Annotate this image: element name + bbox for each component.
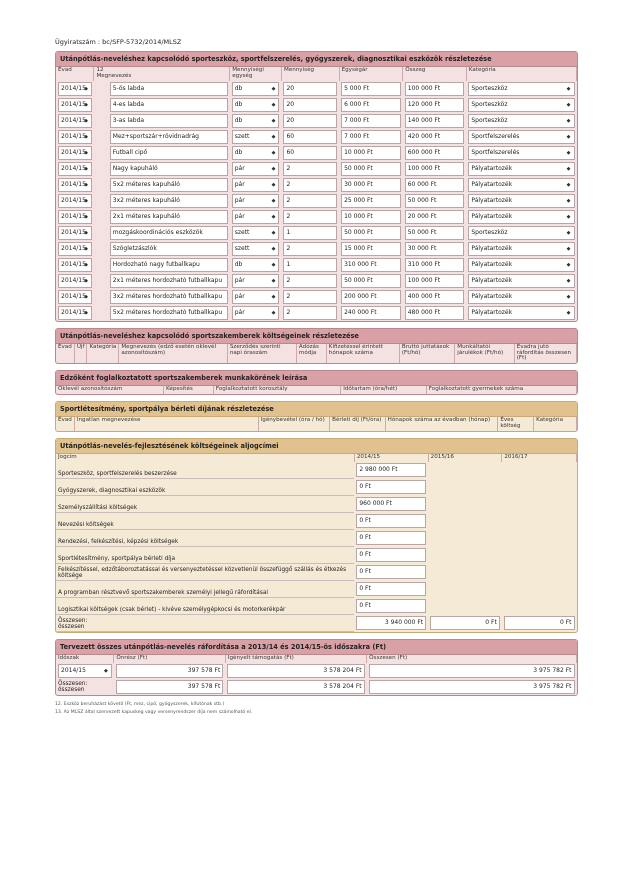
item-name-field[interactable]: 4-es labda — [110, 98, 228, 112]
equipment-row — [56, 177, 577, 193]
category-select[interactable]: Pályatartozék ◆ — [468, 306, 574, 320]
budget-col-2016: 2016/17 — [502, 454, 577, 462]
unit-price-field[interactable]: 5 000 Ft — [341, 82, 401, 96]
budget-empty-cell — [428, 529, 502, 546]
budget-empty-cell — [502, 512, 577, 529]
tasks-col-qualification: Képesítés — [164, 386, 214, 394]
item-name-field[interactable]: 3x2 méteres hordozható futballkapu — [110, 290, 228, 304]
category-select[interactable]: Sporteszköz ◆ — [468, 226, 574, 240]
facility-rent-title: Sportlétesítmény, sportpálya bérleti díjának részletezése — [56, 402, 577, 417]
equipment-table — [56, 67, 577, 321]
season-select[interactable]: 2014/15 ◆ — [58, 306, 92, 320]
budget-total-2016: 0 Ft — [504, 616, 575, 630]
quantity-field[interactable]: 1 — [283, 226, 337, 240]
staff-costs-title: Utánpótlás-neveléshez kapcsolódó sportszakemberek költségeinek részletezése — [56, 329, 577, 344]
quantity-field[interactable]: 2 — [283, 162, 337, 176]
unit-price-field[interactable]: 25 000 Ft — [341, 194, 401, 208]
rent-col-season: Évad — [56, 417, 74, 431]
quantity-field[interactable]: 1 — [283, 258, 337, 272]
season-select[interactable]: 2014/15 ◆ — [58, 242, 92, 256]
equipment-row — [56, 209, 577, 225]
category-select[interactable]: Pályatartozék ◆ — [468, 290, 574, 304]
unit-select[interactable]: szett ◆ — [232, 226, 280, 240]
quantity-field[interactable]: 2 — [283, 194, 337, 208]
unit-price-field[interactable]: 15 000 Ft — [341, 242, 401, 256]
budget-empty-cell — [428, 563, 502, 580]
col-quantity: Mennyiség — [281, 67, 339, 81]
amount-value: 600 000 Ft — [405, 146, 465, 160]
budget-value-2014: 0 Ft — [356, 548, 426, 562]
budget-row-label: Felkészítéssel, edzőtáboroztatással és versenyeztetéssel közvetlenül összefüggő szállás és étkezés költsége — [56, 563, 354, 580]
budget-empty-cell — [502, 580, 577, 597]
budget-row-label: Sporteszköz, sportfelszerelés beszerzése — [56, 462, 354, 479]
amount-value: 30 000 Ft — [405, 242, 465, 256]
equipment-row — [56, 193, 577, 209]
planned-section — [55, 639, 578, 696]
category-select[interactable]: Pályatartozék ◆ — [468, 274, 574, 288]
equipment-row — [56, 113, 577, 129]
amount-value: 50 000 Ft — [405, 194, 465, 208]
season-select[interactable]: 2014/15 ◆ — [58, 178, 92, 192]
planned-total-label: Összesen: összesen — [58, 680, 88, 693]
planned-period-select[interactable]: 2014/15 ◆ — [58, 664, 112, 678]
category-select[interactable]: Pályatartozék ◆ — [468, 194, 574, 208]
budget-col-2015: 2015/16 — [428, 454, 502, 462]
footnote-12: 12. Eszköz beruházást követő (Ft, mez, cipő, gyógyszerek, kifutónak stb.) — [55, 701, 225, 707]
category-select[interactable]: Pályatartozék ◆ — [468, 258, 574, 272]
season-select[interactable]: 2014/15 ◆ — [58, 146, 92, 160]
budget-empty-cell — [502, 478, 577, 495]
staff-costs-section — [55, 328, 578, 365]
unit-select[interactable]: pár ◆ — [232, 306, 280, 320]
equipment-row — [56, 305, 577, 321]
planned-total-sum: 3 975 782 Ft — [369, 680, 575, 694]
budget-empty-cell — [502, 546, 577, 563]
amount-value: 140 000 Ft — [405, 114, 465, 128]
budget-empty-cell — [428, 495, 502, 512]
equipment-row — [56, 273, 577, 289]
unit-price-field[interactable]: 30 000 Ft — [341, 178, 401, 192]
amount-value: 60 000 Ft — [405, 178, 465, 192]
quantity-field[interactable]: 20 — [283, 82, 337, 96]
item-name-field[interactable]: Szögletzászlók — [110, 242, 228, 256]
rent-col-months: Hónapok száma az évadban (hónap) — [385, 417, 498, 431]
budget-row-label: Gyógyszerek, diagnosztikai eszközök — [56, 478, 354, 495]
budget-value-2014: 0 Ft — [356, 599, 426, 613]
category-select[interactable]: Pályatartozék ◆ — [468, 162, 574, 176]
staff-col-category: Kategória — [87, 344, 119, 364]
unit-select[interactable]: pár ◆ — [232, 178, 280, 192]
amount-value: 120 000 Ft — [405, 98, 465, 112]
budget-empty-cell — [428, 546, 502, 563]
col-unit: Mennyiségi egység — [230, 67, 282, 81]
rent-col-usage: Igénybevétel (óra / hó) — [258, 417, 330, 431]
season-select[interactable]: 2014/15 ◆ — [58, 98, 92, 112]
item-name-field[interactable]: Hordozható nagy futballkapu — [110, 258, 228, 272]
col-unit-price: Egységár — [339, 67, 403, 81]
staff-col-contrib: Munkáltatói járulékok (Ft/hó) — [455, 344, 514, 364]
budget-value-2014: 0 Ft — [356, 514, 426, 528]
budget-empty-cell — [428, 512, 502, 529]
rent-col-annual: Éves költség — [498, 417, 534, 431]
budget-value-2014: 0 Ft — [356, 582, 426, 596]
planned-col-requested: Igényelt támogatás (Ft) — [225, 655, 366, 663]
unit-select[interactable]: pár ◆ — [232, 290, 280, 304]
item-name-field[interactable]: Nagy kapuháló — [110, 162, 228, 176]
quantity-field[interactable]: 2 — [283, 242, 337, 256]
planned-total-requested: 3 578 204 Ft — [227, 680, 364, 694]
equipment-row — [56, 241, 577, 257]
category-select[interactable]: Pályatartozék ◆ — [468, 210, 574, 224]
budget-section — [55, 438, 578, 633]
budget-row — [56, 546, 577, 563]
equipment-row — [56, 129, 577, 145]
planned-table — [56, 655, 577, 695]
budget-empty-cell — [428, 580, 502, 597]
equipment-row — [56, 289, 577, 305]
quantity-field[interactable]: 2 — [283, 210, 337, 224]
item-name-field[interactable]: 3x2 méteres kapuháló — [110, 194, 228, 208]
budget-row — [56, 580, 577, 597]
equipment-row — [56, 161, 577, 177]
item-name-field[interactable]: 2x1 méteres kapuháló — [110, 210, 228, 224]
quantity-field[interactable]: 2 — [283, 178, 337, 192]
budget-total-2015: 0 Ft — [430, 616, 500, 630]
budget-row-label: Rendezési, felkészítési, képzési költségek — [56, 529, 354, 546]
planned-col-period: Időszak — [56, 655, 114, 663]
budget-empty-cell — [502, 597, 577, 614]
staff-col-new: Újf — [74, 344, 87, 364]
budget-empty-cell — [428, 478, 502, 495]
form-page — [55, 38, 578, 715]
quantity-field[interactable]: 20 — [283, 114, 337, 128]
equipment-row — [56, 81, 577, 97]
unit-price-field[interactable]: 10 000 Ft — [341, 210, 401, 224]
facility-rent-table — [56, 417, 577, 431]
unit-price-field[interactable]: 50 000 Ft — [341, 226, 401, 240]
amount-value: 310 000 Ft — [405, 258, 465, 272]
budget-empty-cell — [502, 462, 577, 479]
planned-own-value: 397 578 Ft — [116, 664, 224, 678]
planned-col-own: Önrész (Ft) — [114, 655, 226, 663]
budget-row — [56, 478, 577, 495]
item-name-field[interactable]: mozgáskoordinációs eszközök — [110, 226, 228, 240]
col-category: Kategória — [466, 67, 576, 81]
amount-value: 100 000 Ft — [405, 82, 465, 96]
quantity-field[interactable]: 2 — [283, 274, 337, 288]
budget-empty-cell — [428, 462, 502, 479]
category-select[interactable]: Pályatartozék ◆ — [468, 178, 574, 192]
budget-row — [56, 597, 577, 614]
col-name: 12 Megnevezés — [94, 67, 230, 81]
tasks-col-duration: Időtartam (óra/hét) — [341, 386, 427, 394]
season-select[interactable]: 2014/15 ◆ — [58, 130, 92, 144]
budget-row — [56, 512, 577, 529]
budget-row — [56, 563, 577, 580]
season-select[interactable]: 2014/15 ◆ — [58, 114, 92, 128]
amount-value: 400 000 Ft — [405, 290, 465, 304]
unit-select[interactable]: pár ◆ — [232, 274, 280, 288]
unit-price-field[interactable]: 6 000 Ft — [341, 98, 401, 112]
unit-select[interactable]: pár ◆ — [232, 162, 280, 176]
planned-total-own: 397 578 Ft — [116, 680, 224, 694]
amount-value: 420 000 Ft — [405, 130, 465, 144]
budget-col-2014: 2014/15 — [354, 454, 428, 462]
unit-select[interactable]: db ◆ — [232, 146, 280, 160]
budget-row-label: Nevezési költségek — [56, 512, 354, 529]
item-name-field[interactable]: 2x1 méteres hordozható futballkapu — [110, 274, 228, 288]
quantity-field[interactable]: 2 — [283, 306, 337, 320]
season-select[interactable]: 2014/15 ◆ — [58, 82, 92, 96]
budget-row — [56, 462, 577, 479]
unit-price-field[interactable]: 240 000 Ft — [341, 306, 401, 320]
item-name-field[interactable]: 3-as labda — [110, 114, 228, 128]
unit-select[interactable]: db ◆ — [232, 82, 280, 96]
budget-col-title: Jogcím — [56, 454, 354, 462]
facility-rent-section — [55, 401, 578, 432]
unit-select[interactable]: db ◆ — [232, 114, 280, 128]
planned-title: Tervezett összes utánpótlás-nevelés ráfordítása a 2013/14 és 2014/15-ös időszakra (Ft) — [56, 640, 577, 655]
item-name-field[interactable]: Mez+sportszár+rövidnadrág — [110, 130, 228, 144]
budget-table — [56, 454, 577, 632]
staff-col-season: Évad — [56, 344, 74, 364]
staff-tasks-title: Edzőként foglalkoztatott sportszakemberek munkakörének leírása — [56, 371, 577, 386]
staff-tasks-table — [56, 386, 577, 394]
season-select[interactable]: 2014/15 ◆ — [58, 194, 92, 208]
season-select[interactable]: 2014/15 ◆ — [58, 210, 92, 224]
budget-row — [56, 495, 577, 512]
budget-empty-cell — [428, 597, 502, 614]
unit-price-field[interactable]: 10 000 Ft — [341, 146, 401, 160]
unit-price-field[interactable]: 50 000 Ft — [341, 274, 401, 288]
item-name-field[interactable]: 5x2 méteres kapuháló — [110, 178, 228, 192]
budget-row-label: Sportlétesítmény, sportpálya bérleti díja — [56, 546, 354, 563]
season-select[interactable]: 2014/15 ◆ — [58, 258, 92, 272]
item-name-field[interactable]: 5x2 méteres hordozható futballkapu — [110, 306, 228, 320]
staff-col-gross: Bruttó juttatások (Ft/hó) — [399, 344, 454, 364]
unit-select[interactable]: db ◆ — [232, 98, 280, 112]
category-select[interactable]: Sporteszköz ◆ — [468, 98, 574, 112]
category-select[interactable]: Sporteszköz ◆ — [468, 82, 574, 96]
staff-col-name: Megnevezés (edző esetén oklevél azonosítószám) — [119, 344, 227, 364]
unit-select[interactable]: pár ◆ — [232, 194, 280, 208]
budget-value-2014: 0 Ft — [356, 480, 426, 494]
unit-price-field[interactable]: 7 000 Ft — [341, 114, 401, 128]
budget-empty-cell — [502, 529, 577, 546]
unit-price-field[interactable]: 7 000 Ft — [341, 130, 401, 144]
unit-select[interactable]: db ◆ — [232, 258, 280, 272]
budget-row-label: Logisztikai költségek (csak bérlet) - kivéve személygépkocsi és motorkerékpár — [56, 597, 354, 614]
quantity-field[interactable]: 60 — [283, 146, 337, 160]
equipment-section — [55, 51, 578, 322]
budget-total-2014: 3 940 000 Ft — [356, 616, 426, 630]
amount-value: 100 000 Ft — [405, 274, 465, 288]
season-select[interactable]: 2014/15 ◆ — [58, 274, 92, 288]
item-name-field[interactable]: Futball cipő — [110, 146, 228, 160]
category-select[interactable]: Sportfelszerelés ◆ — [468, 146, 574, 160]
footnote-13: 13. Az MLSZ által szervezett kapuskeg vagy versenyrendszer díja nem számolható el. — [55, 709, 253, 715]
item-name-field[interactable]: 5-ös labda — [110, 82, 228, 96]
equipment-row — [56, 257, 577, 273]
col-season: Évad — [56, 67, 94, 81]
unit-price-field[interactable]: 200 000 Ft — [341, 290, 401, 304]
staff-col-tax: Adózás módja — [296, 344, 326, 364]
quantity-field[interactable]: 60 — [283, 130, 337, 144]
planned-requested-value: 3 578 204 Ft — [227, 664, 364, 678]
rent-col-fee: Bérleti díj (Ft/óra) — [330, 417, 385, 431]
rent-col-property: Ingatlan megnevezése — [74, 417, 258, 431]
equipment-row — [56, 97, 577, 113]
tasks-col-age-group: Foglalkoztatott korosztály — [213, 386, 340, 394]
amount-value: 100 000 Ft — [405, 162, 465, 176]
budget-row — [56, 529, 577, 546]
budget-total-label: Összesen: összesen — [56, 614, 354, 631]
tasks-col-diploma: Oklevél azonosítószám — [56, 386, 164, 394]
budget-value-2014: 960 000 Ft — [356, 497, 426, 511]
staff-tasks-section — [55, 370, 578, 395]
planned-col-total: Összesen (Ft) — [367, 655, 577, 663]
unit-select[interactable]: szett ◆ — [232, 130, 280, 144]
unit-price-field[interactable]: 310 000 Ft — [341, 258, 401, 272]
category-select[interactable]: Sporteszköz ◆ — [468, 114, 574, 128]
col-amount: Összeg — [403, 67, 467, 81]
budget-row-label: Személyszállítási költségek — [56, 495, 354, 512]
equipment-row — [56, 225, 577, 241]
amount-value: 480 000 Ft — [405, 306, 465, 320]
budget-empty-cell — [502, 495, 577, 512]
staff-costs-table — [56, 344, 577, 364]
rent-col-category: Kategória — [534, 417, 577, 431]
unit-price-field[interactable]: 50 000 Ft — [341, 162, 401, 176]
amount-value: 20 000 Ft — [405, 210, 465, 224]
budget-value-2014: 0 Ft — [356, 531, 426, 545]
budget-value-2014: 0 Ft — [356, 565, 426, 579]
quantity-field[interactable]: 20 — [283, 98, 337, 112]
budget-title: Utánpótlás-nevelés-fejlesztésének költségeinek aljogcímei — [56, 439, 577, 454]
category-select[interactable]: Pályatartozék ◆ — [468, 242, 574, 256]
budget-value-2014: 2 980 000 Ft — [356, 463, 426, 477]
unit-select[interactable]: pár ◆ — [232, 210, 280, 224]
staff-col-total: Évadra jutó ráfordítás összesen (Ft) — [514, 344, 576, 364]
equipment-row — [56, 145, 577, 161]
staff-col-months: Kifizetéssel érintett hónapok száma — [326, 344, 399, 364]
budget-empty-cell — [502, 563, 577, 580]
tasks-col-children: Foglalkoztatott gyermekek száma — [426, 386, 576, 394]
budget-row-label: A programban résztvevő sportszakemberek személyi jellegű ráfordításai — [56, 580, 354, 597]
unit-select[interactable]: szett ◆ — [232, 242, 280, 256]
planned-total-value: 3 975 782 Ft — [369, 664, 575, 678]
category-select[interactable]: Sportfelszerelés ◆ — [468, 130, 574, 144]
season-select[interactable]: 2014/15 ◆ — [58, 226, 92, 240]
document-id: Ügyiratszám : bc/SFP-5732/2014/MLSZ — [55, 38, 182, 46]
season-select[interactable]: 2014/15 ◆ — [58, 290, 92, 304]
quantity-field[interactable]: 2 — [283, 290, 337, 304]
equipment-title: Utánpótlás-neveléshez kapcsolódó sporteszköz, sportfelszerelés, gyógyszerek, diagnosztikai eszközök részletezése — [56, 52, 577, 67]
staff-col-hours: Szerződés szerinti napi óraszám — [227, 344, 296, 364]
season-select[interactable]: 2014/15 ◆ — [58, 162, 92, 176]
amount-value: 50 000 Ft — [405, 226, 465, 240]
